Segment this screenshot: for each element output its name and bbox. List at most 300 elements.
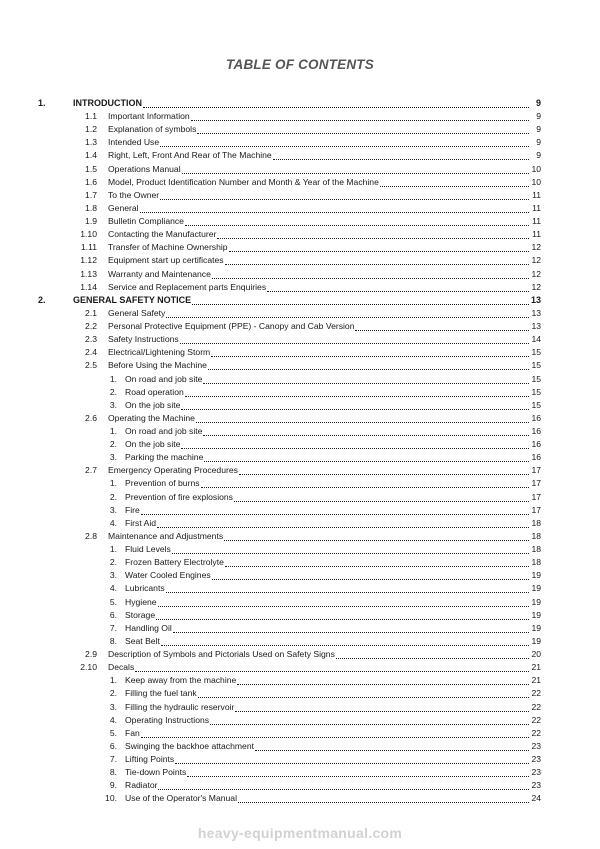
toc-page-number: 17 — [531, 465, 541, 476]
toc-subsection-row[interactable] — [0, 701, 600, 714]
toc-entry-text: Filling the fuel tank — [125, 688, 197, 699]
dot-leader — [255, 750, 529, 751]
toc-section-row[interactable] — [0, 412, 600, 425]
toc-entry-text: Parking the machine — [125, 452, 204, 463]
toc-entry-text: General — [108, 202, 139, 213]
toc-entry-label — [108, 241, 529, 254]
toc-page-number: 22 — [531, 701, 541, 712]
toc-page-number: 15 — [531, 373, 541, 384]
toc-page-number: 22 — [531, 727, 541, 738]
toc-page-number: 19 — [531, 570, 541, 581]
toc-page-number: 9 — [535, 98, 541, 108]
dot-leader — [181, 409, 529, 410]
toc-entry-number: 1.1 — [85, 111, 97, 122]
toc-page-number: 23 — [531, 754, 541, 764]
toc-subsection-row[interactable] — [0, 491, 600, 504]
toc-entry-text: Equipment start up certificates — [108, 255, 224, 266]
toc-page-number: 20 — [531, 649, 541, 660]
dot-leader — [239, 474, 529, 475]
toc-section-row[interactable] — [0, 333, 600, 346]
toc-entry-text: Water Cooled Engines — [125, 570, 211, 581]
toc-subsection-row[interactable] — [0, 425, 600, 438]
toc-entry-number: 1. — [109, 675, 117, 686]
toc-section-row[interactable] — [0, 215, 600, 228]
toc-entry-label — [73, 97, 529, 110]
toc-page-number: 9 — [536, 124, 541, 135]
toc-entry-number: 3. — [109, 570, 117, 581]
toc-entry-text: To the Owner — [108, 189, 160, 200]
toc-page-number: 12 — [531, 281, 541, 292]
toc-subsection-row[interactable] — [0, 451, 600, 464]
toc-entry-label — [125, 596, 529, 609]
dot-leader — [224, 540, 529, 541]
toc-section-row[interactable] — [0, 320, 600, 333]
toc-entry-text: Important Information — [108, 111, 190, 122]
toc-entry-label — [125, 569, 529, 582]
toc-entry-number: 1.6 — [85, 176, 97, 187]
toc-entry-label — [125, 740, 529, 753]
dot-leader — [208, 369, 529, 370]
toc-page-number: 21 — [531, 675, 541, 686]
toc-page-number: 18 — [531, 544, 541, 555]
toc-section-row[interactable] — [0, 241, 600, 254]
toc-entry-text: Swinging the backhoe attachment — [125, 740, 254, 751]
watermark-footer: heavy-equipmentmanual.com — [197, 825, 403, 841]
toc-page-number: 9 — [536, 137, 541, 148]
dot-leader — [166, 592, 529, 593]
toc-entry-label — [125, 635, 529, 648]
dot-leader — [201, 487, 529, 488]
toc-subsection-row[interactable] — [0, 714, 600, 727]
dot-leader — [182, 173, 529, 174]
toc-entry-number: 2.5 — [85, 360, 97, 371]
toc-entry-number: 2.1 — [85, 307, 97, 318]
toc-entry-text: Model, Product Identification Number and Month & Year of the Machine — [108, 176, 379, 187]
toc-subsection-row[interactable] — [0, 556, 600, 569]
toc-subsection-row[interactable] — [0, 373, 600, 386]
toc-entry-number: 1. — [38, 98, 46, 108]
toc-section-row[interactable] — [0, 136, 600, 149]
toc-entry-text: Frozen Battery Electrolyte — [125, 557, 224, 568]
toc-entry-number: 2.4 — [85, 347, 97, 358]
toc-page-number: 11 — [532, 202, 541, 213]
toc-section-row[interactable] — [0, 346, 600, 359]
toc-entry-number: 1.2 — [85, 124, 97, 135]
toc-section-row[interactable] — [0, 254, 600, 267]
dot-leader — [141, 514, 529, 515]
toc-entry-label — [125, 543, 529, 556]
toc-entry-label — [125, 425, 529, 438]
toc-entry-label — [108, 163, 529, 176]
toc-entry-label — [125, 609, 529, 622]
toc-entry-label — [108, 215, 529, 228]
toc-entry-label — [125, 582, 529, 595]
toc-section-row[interactable] — [0, 123, 600, 136]
toc-page-number: 9 — [536, 111, 541, 122]
dot-leader — [237, 684, 529, 685]
toc-entry-number: 1.8 — [85, 202, 97, 213]
toc-entry-label — [125, 491, 529, 504]
dot-leader — [185, 396, 529, 397]
dot-leader — [191, 120, 529, 121]
dot-leader — [204, 461, 529, 462]
toc-subsection-row[interactable] — [0, 766, 600, 779]
toc-entry-text: Emergency Operating Procedures — [108, 465, 238, 476]
toc-entry-number: 2. — [109, 491, 117, 502]
toc-page-number: 10 — [531, 163, 541, 174]
toc-subsection-row[interactable] — [0, 504, 600, 517]
toc-entry-number: 6. — [109, 609, 117, 620]
toc-entry-text: On road and job site — [125, 426, 203, 436]
toc-page-number: 13 — [531, 321, 541, 332]
toc-section-row[interactable] — [0, 163, 600, 176]
toc-entry-label — [125, 674, 529, 687]
toc-entry-text: INTRODUCTION — [73, 98, 142, 108]
toc-section-row[interactable] — [0, 189, 600, 202]
toc-entry-number: 2.7 — [85, 465, 97, 476]
toc-page-number: 16 — [531, 412, 541, 423]
toc-section-row[interactable] — [0, 149, 600, 162]
toc-entry-text: Fire — [125, 504, 140, 515]
toc-subsection-row[interactable] — [0, 753, 600, 766]
toc-entry-label — [108, 136, 529, 149]
toc-entry-label — [108, 189, 529, 202]
toc-entry-text: Hygiene — [125, 596, 157, 607]
toc-entry-text: General Safety — [108, 307, 166, 318]
dot-leader — [203, 435, 529, 436]
toc-entry-number: 1. — [109, 373, 117, 384]
toc-page-number: 17 — [531, 478, 541, 489]
toc-page-number: 12 — [531, 255, 541, 266]
toc-entry-number: 2. — [109, 557, 117, 568]
dot-leader — [158, 606, 529, 607]
dot-leader — [192, 304, 529, 305]
toc-subsection-row[interactable] — [0, 543, 600, 556]
toc-entry-text: Right, Left, Front And Rear of The Machine — [108, 150, 272, 161]
toc-entry-text: Seat Belt — [125, 635, 160, 646]
toc-page-number: 16 — [531, 439, 541, 450]
toc-entry-label — [125, 622, 529, 635]
toc-entry-number: 3. — [109, 452, 117, 463]
toc-page-number: 16 — [531, 452, 541, 463]
toc-entry-text: Tie-down Points — [125, 767, 187, 778]
toc-section-row[interactable] — [0, 359, 600, 372]
toc-entry-text: Maintenance and Adjustments — [108, 530, 224, 541]
toc-entry-number: 1.4 — [85, 150, 97, 161]
toc-page-number: 22 — [531, 714, 541, 725]
dot-leader — [157, 527, 529, 528]
dot-leader — [175, 763, 529, 764]
toc-entry-number: 7. — [109, 622, 117, 633]
toc-entry-label — [108, 530, 529, 543]
toc-entry-text: Fan — [125, 727, 140, 738]
toc-page-number: 13 — [530, 294, 541, 305]
dot-leader — [181, 448, 529, 449]
toc-page-number: 17 — [531, 504, 541, 515]
toc-subsection-row[interactable] — [0, 582, 600, 595]
dot-leader — [173, 632, 529, 633]
toc-entry-number: 4. — [109, 583, 117, 594]
toc-entry-number: 1. — [109, 544, 117, 555]
toc-section-row[interactable] — [0, 307, 600, 320]
toc-page-number: 15 — [531, 360, 541, 371]
toc-entry-label — [108, 464, 529, 477]
toc-entry-number: 8. — [109, 767, 117, 778]
toc-page-number: 19 — [531, 583, 541, 594]
dot-leader — [187, 776, 529, 777]
dot-leader — [172, 553, 529, 554]
dot-leader — [156, 619, 529, 620]
dot-leader — [161, 645, 529, 646]
toc-subsection-row[interactable] — [0, 635, 600, 648]
toc-page-number: 11 — [532, 216, 541, 227]
toc-entry-number: 1.7 — [85, 189, 97, 200]
toc-subsection-row[interactable] — [0, 687, 600, 700]
dot-leader — [336, 658, 529, 659]
toc-entry-label — [125, 556, 529, 569]
toc-section-row[interactable] — [0, 110, 600, 123]
toc-entry-text: Radiator — [125, 780, 158, 791]
toc-subsection-row[interactable] — [0, 792, 600, 805]
dot-leader — [234, 501, 529, 502]
toc-entry-number: 2.2 — [85, 321, 97, 332]
toc-entry-text: Filling the hydraulic reservoir — [125, 701, 235, 712]
toc-entry-text: Lubricants — [125, 583, 165, 594]
toc-entry-text: Contacting the Manufacturer — [108, 229, 217, 240]
dot-leader — [238, 802, 529, 803]
toc-entry-text: Road operation — [125, 386, 184, 397]
toc-subsection-row[interactable] — [0, 779, 600, 792]
dot-leader — [210, 724, 529, 725]
dot-leader — [185, 225, 529, 226]
toc-entry-label — [108, 281, 529, 294]
toc-subsection-row[interactable] — [0, 622, 600, 635]
toc-entry-text: Handling Oil — [125, 622, 172, 633]
toc-entry-label — [125, 399, 529, 412]
toc-section-row[interactable] — [0, 648, 600, 661]
toc-entry-text: Warranty and Maintenance — [108, 268, 211, 279]
toc-entry-number: 3. — [109, 701, 117, 712]
dot-leader — [235, 711, 529, 712]
toc-page-number: 16 — [531, 426, 541, 436]
toc-entry-text: Operations Manual — [108, 163, 181, 174]
dot-leader — [135, 671, 529, 672]
toc-entry-label — [108, 320, 529, 333]
toc-entry-label — [125, 477, 529, 490]
dot-leader — [197, 133, 529, 134]
dot-leader — [225, 264, 529, 265]
toc-entry-text: Operating Instructions — [125, 714, 210, 725]
toc-entry-text: On the job site — [125, 439, 181, 450]
toc-entry-number: 2.10 — [80, 662, 97, 673]
toc-page-number: 10 — [531, 176, 541, 187]
toc-entry-label — [108, 123, 529, 136]
toc-entry-label — [125, 766, 529, 779]
toc-entry-label — [108, 228, 529, 241]
toc-entry-label — [125, 504, 529, 517]
toc-section-row[interactable] — [0, 464, 600, 477]
toc-entry-label — [108, 412, 529, 425]
toc-entry-label — [108, 346, 529, 359]
toc-section-row[interactable] — [0, 530, 600, 543]
dot-leader — [203, 383, 529, 384]
toc-subsection-row[interactable] — [0, 740, 600, 753]
toc-entry-number: 2. — [38, 294, 46, 305]
toc-subsection-row[interactable] — [0, 386, 600, 399]
toc-page-number: 22 — [531, 688, 541, 699]
toc-page-number: 17 — [531, 491, 541, 502]
toc-entry-text: Bulletin Compliance — [108, 216, 184, 227]
toc-entry-label — [108, 268, 529, 281]
toc-chapter-row[interactable] — [0, 97, 600, 110]
toc-page-number: 23 — [531, 780, 541, 791]
toc-entry-label — [125, 792, 529, 805]
toc-entry-text: First Aid — [125, 517, 157, 528]
dot-leader — [225, 566, 529, 567]
toc-entry-number: 1.14 — [80, 281, 97, 292]
toc-page-number: 19 — [531, 635, 541, 646]
toc-entry-label — [108, 661, 529, 674]
toc-subsection-row[interactable] — [0, 569, 600, 582]
toc-entry-text: GENERAL SAFETY NOTICE — [73, 294, 192, 305]
toc-page-number: 12 — [531, 268, 541, 279]
dot-leader — [196, 422, 529, 423]
toc-entry-label — [125, 386, 529, 399]
dot-leader — [141, 737, 529, 738]
toc-entry-label — [125, 687, 529, 700]
toc-page-number: 15 — [531, 386, 541, 397]
toc-section-row[interactable] — [0, 268, 600, 281]
toc-subsection-row[interactable] — [0, 399, 600, 412]
dot-leader — [160, 146, 529, 147]
dot-leader — [211, 356, 529, 357]
toc-entry-number: 1. — [109, 426, 117, 436]
toc-entry-label — [125, 517, 529, 530]
toc-page-number: 13 — [531, 307, 541, 318]
toc-entry-label — [108, 359, 529, 372]
toc-entry-label — [125, 438, 529, 451]
toc-page-number: 19 — [531, 596, 541, 607]
toc-entry-label — [125, 701, 529, 714]
toc-entry-number: 10. — [105, 793, 117, 804]
toc-entry-text: Storage — [125, 609, 156, 620]
toc-entry-text: Prevention of fire explosions — [125, 491, 233, 502]
toc-subsection-row[interactable] — [0, 477, 600, 490]
toc-entry-number: 3. — [109, 504, 117, 515]
toc-entry-text: Explanation of symbols — [108, 124, 197, 135]
toc-page-number: 18 — [531, 530, 541, 541]
toc-chapter-row[interactable] — [0, 294, 600, 307]
toc-page-number: 19 — [531, 622, 541, 633]
toc-entry-text: Transfer of Machine Ownership — [108, 242, 228, 253]
toc-section-row[interactable] — [0, 661, 600, 674]
toc-entry-label — [125, 727, 529, 740]
toc-entry-text: Prevention of burns — [125, 478, 200, 489]
toc-entry-label — [108, 333, 529, 346]
dot-leader — [217, 238, 529, 239]
toc-entry-text: Decals — [108, 662, 135, 673]
toc-entry-number: 4. — [109, 517, 117, 528]
toc-entry-number: 2. — [109, 439, 117, 450]
toc-subsection-row[interactable] — [0, 609, 600, 622]
toc-entry-number: 1.5 — [85, 163, 97, 174]
toc-entry-label — [125, 714, 529, 727]
toc-page-number: 12 — [531, 242, 541, 253]
toc-entry-label — [108, 254, 529, 267]
dot-leader — [267, 291, 529, 292]
dot-leader — [140, 212, 529, 213]
toc-page-number: 9 — [536, 150, 541, 161]
toc-page-number: 18 — [531, 557, 541, 568]
toc-entry-label — [125, 753, 529, 766]
toc-entry-number: 5. — [109, 596, 117, 607]
toc-entry-number: 2. — [109, 386, 117, 397]
toc-entry-number: 1.10 — [80, 229, 97, 240]
toc-entry-text: Intended Use — [108, 137, 160, 148]
toc-section-row[interactable] — [0, 228, 600, 241]
toc-entry-label — [125, 451, 529, 464]
toc-entry-text: Personal Protective Equipment (PPE) - Canopy and Cab Version — [108, 321, 355, 332]
toc-section-row[interactable] — [0, 176, 600, 189]
toc-entry-number: 2. — [109, 688, 117, 699]
toc-page-number: 24 — [531, 793, 541, 804]
toc-section-row[interactable] — [0, 202, 600, 215]
toc-subsection-row[interactable] — [0, 517, 600, 530]
toc-entry-label — [108, 307, 529, 320]
toc-entry-text: Service and Replacement parts Enquiries — [108, 281, 267, 292]
toc-entry-number: 2.9 — [85, 649, 97, 660]
dot-leader — [273, 159, 529, 160]
toc-entry-number: 2.6 — [85, 412, 97, 423]
toc-section-row[interactable] — [0, 281, 600, 294]
page-title: TABLE OF CONTENTS — [226, 57, 374, 72]
toc-entry-label — [125, 373, 529, 386]
toc-entry-number: 1. — [109, 478, 117, 489]
dot-leader — [355, 330, 529, 331]
toc-entry-text: On the job site — [125, 399, 181, 410]
toc-entry-text: Lifting Points — [125, 754, 175, 764]
toc-entry-label — [108, 202, 529, 215]
toc-entry-number: 1.3 — [85, 137, 97, 148]
dot-leader — [212, 579, 529, 580]
toc-entry-text: Safety Instructions — [108, 334, 179, 345]
toc-entry-text: Electrical/Lightening Storm — [108, 347, 211, 358]
toc-entry-label — [125, 779, 529, 792]
toc-entry-label — [108, 648, 529, 661]
toc-entry-number: 4. — [109, 714, 117, 725]
toc-subsection-row[interactable] — [0, 438, 600, 451]
dot-leader — [198, 697, 529, 698]
toc-entry-number: 1.13 — [80, 268, 97, 279]
dot-leader — [160, 199, 529, 200]
toc-subsection-row[interactable] — [0, 674, 600, 687]
toc-page-number: 18 — [531, 517, 541, 528]
dot-leader — [212, 278, 529, 279]
toc-entry-text: Keep away from the machine — [125, 675, 237, 686]
dot-leader — [143, 107, 529, 108]
toc-entry-number: 8. — [109, 635, 117, 646]
toc-subsection-row[interactable] — [0, 727, 600, 740]
toc-entry-text: On road and job site — [125, 373, 203, 384]
toc-page-number: 15 — [531, 399, 541, 410]
toc-page-number: 21 — [531, 662, 541, 673]
toc-entry-number: 9. — [109, 780, 117, 791]
toc-entry-text: Fluid Levels — [125, 544, 171, 555]
toc-entry-number: 1.11 — [80, 242, 97, 253]
toc-subsection-row[interactable] — [0, 596, 600, 609]
toc-page-number: 15 — [531, 347, 541, 358]
toc-entry-number: 5. — [109, 727, 117, 738]
